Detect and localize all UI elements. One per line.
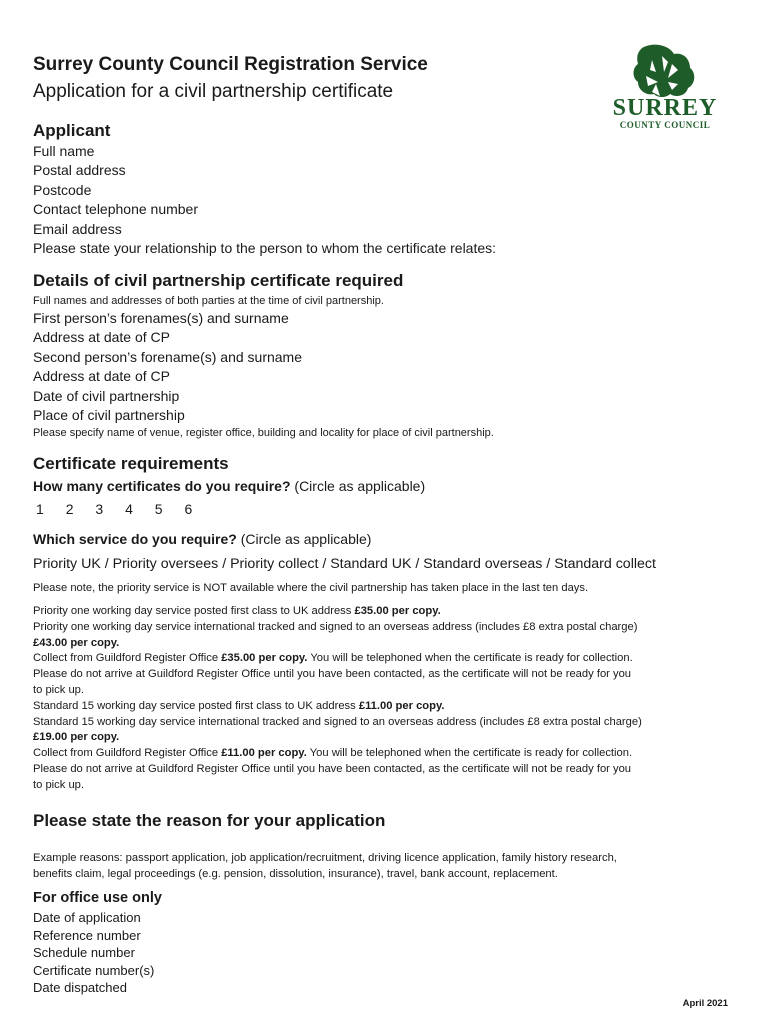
price-priority-uk-amount: £35.00 per copy. bbox=[354, 605, 441, 617]
price-priority-uk-text: Priority one working day service posted first class to UK address bbox=[33, 605, 355, 617]
price-standard-overseas-amount: £19.00 per copy. bbox=[33, 731, 120, 744]
price-standard-uk bbox=[33, 699, 733, 715]
price-priority-collect-amount: £35.00 per copy. bbox=[221, 652, 308, 665]
priority-collect-line2: Please do not arrive at Guildford Register Office until you have been contacted, as the certificate will not be ready for you bbox=[33, 668, 632, 681]
requirements-heading: Certificate requirements bbox=[33, 454, 229, 473]
field-place-of-cp: Place of civil partnership bbox=[33, 407, 185, 424]
service-question-hint: (Circle as applicable) bbox=[240, 531, 372, 547]
price-standard-uk-amount: £11.00 per copy. bbox=[358, 699, 445, 712]
reason-examples bbox=[33, 851, 733, 883]
field-second-person-name: Second person’s forename(s) and surname bbox=[33, 348, 303, 365]
count-option-1[interactable]: 1 bbox=[36, 501, 44, 517]
reason-heading: Please state the reason for your application bbox=[33, 811, 386, 830]
price-priority-collect-after: You will be telephoned when the certificate is ready for collection. bbox=[307, 652, 633, 665]
footer-date: April 2021 bbox=[682, 998, 728, 1009]
price-standard-collect-amount: £11.00 per copy. bbox=[221, 747, 307, 760]
price-priority-uk bbox=[33, 604, 733, 620]
price-standard-collect-text: Collect from Guildford Register Office bbox=[33, 747, 222, 760]
standard-collect-line2: Please do not arrive at Guildford Register Office until you have been contacted, as the certificate will not be ready for you bbox=[33, 762, 632, 775]
field-second-person-address: Address at date of CP bbox=[33, 368, 170, 385]
office-fields bbox=[33, 909, 154, 997]
reason-examples-line1: Example reasons: passport application, job application/recruitment, driving licence application, family history research, bbox=[33, 852, 617, 864]
count-question-hint: (Circle as applicable) bbox=[294, 478, 426, 494]
price-list bbox=[33, 604, 733, 794]
details-note: Full names and addresses of both parties at the time of civil partnership. bbox=[33, 295, 384, 307]
applicant-fields bbox=[33, 142, 496, 258]
place-note: Please specify name of venue, register office, building and locality for place of civil partnership. bbox=[33, 427, 494, 439]
field-relationship: Please state your relationship to the person to whom the certificate relates: bbox=[33, 240, 497, 257]
certificate-count-options bbox=[36, 500, 210, 519]
count-question-text: How many certificates do you require? bbox=[33, 478, 291, 494]
details-heading: Details of civil partnership certificate required bbox=[33, 271, 404, 290]
count-option-2[interactable]: 2 bbox=[65, 501, 74, 517]
price-standard-collect-after: You will be telephoned when the certificate is ready for collection. bbox=[306, 747, 633, 760]
applicant-heading: Applicant bbox=[33, 121, 111, 140]
logo-text-main: SURREY bbox=[612, 95, 718, 121]
priority-note: Please note, the priority service is NOT available where the civil partnership has taken place in the last ten days. bbox=[33, 582, 589, 594]
field-full-name: Full name bbox=[33, 143, 95, 159]
service-question bbox=[33, 530, 371, 549]
count-option-4[interactable]: 4 bbox=[125, 501, 133, 517]
office-date-of-application: Date of application bbox=[33, 910, 141, 925]
field-postal-address: Postal address bbox=[33, 162, 126, 179]
price-priority-overseas: Priority one working day service international tracked and signed to an overseas address (includes £8 extra postal charge) bbox=[33, 620, 638, 633]
office-reference-number: Reference number bbox=[33, 927, 141, 943]
details-fields bbox=[33, 309, 302, 425]
office-heading: For office use only bbox=[33, 890, 162, 906]
page-title: Surrey County Council Registration Service bbox=[33, 54, 428, 75]
count-option-3[interactable]: 3 bbox=[95, 501, 104, 517]
service-question-text: Which service do you require? bbox=[33, 531, 237, 547]
priority-collect-line3: to pick up. bbox=[33, 683, 84, 696]
standard-collect-line3: to pick up. bbox=[33, 778, 84, 791]
field-first-person-name: First person’s forenames(s) and surname bbox=[33, 310, 289, 326]
office-certificate-numbers: Certificate number(s) bbox=[33, 962, 155, 978]
count-option-5[interactable]: 5 bbox=[154, 501, 163, 517]
price-priority-overseas-amount: £43.00 per copy. bbox=[33, 636, 120, 649]
price-standard-collect bbox=[33, 746, 733, 762]
office-schedule-number: Schedule number bbox=[33, 945, 135, 961]
price-priority-collect bbox=[33, 651, 733, 667]
field-email: Email address bbox=[33, 220, 122, 237]
count-question bbox=[33, 477, 425, 496]
price-standard-overseas: Standard 15 working day service international tracked and signed to an overseas address (includes £8 extra postal charge) bbox=[33, 715, 642, 728]
field-first-person-address: Address at date of CP bbox=[33, 329, 170, 346]
price-standard-uk-text: Standard 15 working day service posted first class to UK address bbox=[33, 699, 359, 712]
price-priority-collect-text: Collect from Guildford Register Office bbox=[33, 652, 222, 665]
count-option-6[interactable]: 6 bbox=[184, 501, 193, 517]
page-subtitle: Application for a civil partnership certificate bbox=[33, 81, 394, 102]
field-telephone: Contact telephone number bbox=[33, 201, 198, 218]
field-postcode: Postcode bbox=[33, 181, 92, 198]
reason-examples-line2: benefits claim, legal proceedings (e.g. pension, dissolution, insurance), travel, bank account, replacement. bbox=[33, 867, 558, 880]
logo-wordmark bbox=[612, 96, 718, 131]
field-date-of-cp: Date of civil partnership bbox=[33, 387, 180, 404]
office-date-dispatched: Date dispatched bbox=[33, 980, 127, 996]
logo-text-sub: COUNTY COUNCIL bbox=[619, 120, 711, 130]
service-options[interactable]: Priority UK / Priority oversees / Priority collect / Standard UK / Standard overseas / Standard collect bbox=[33, 556, 656, 572]
